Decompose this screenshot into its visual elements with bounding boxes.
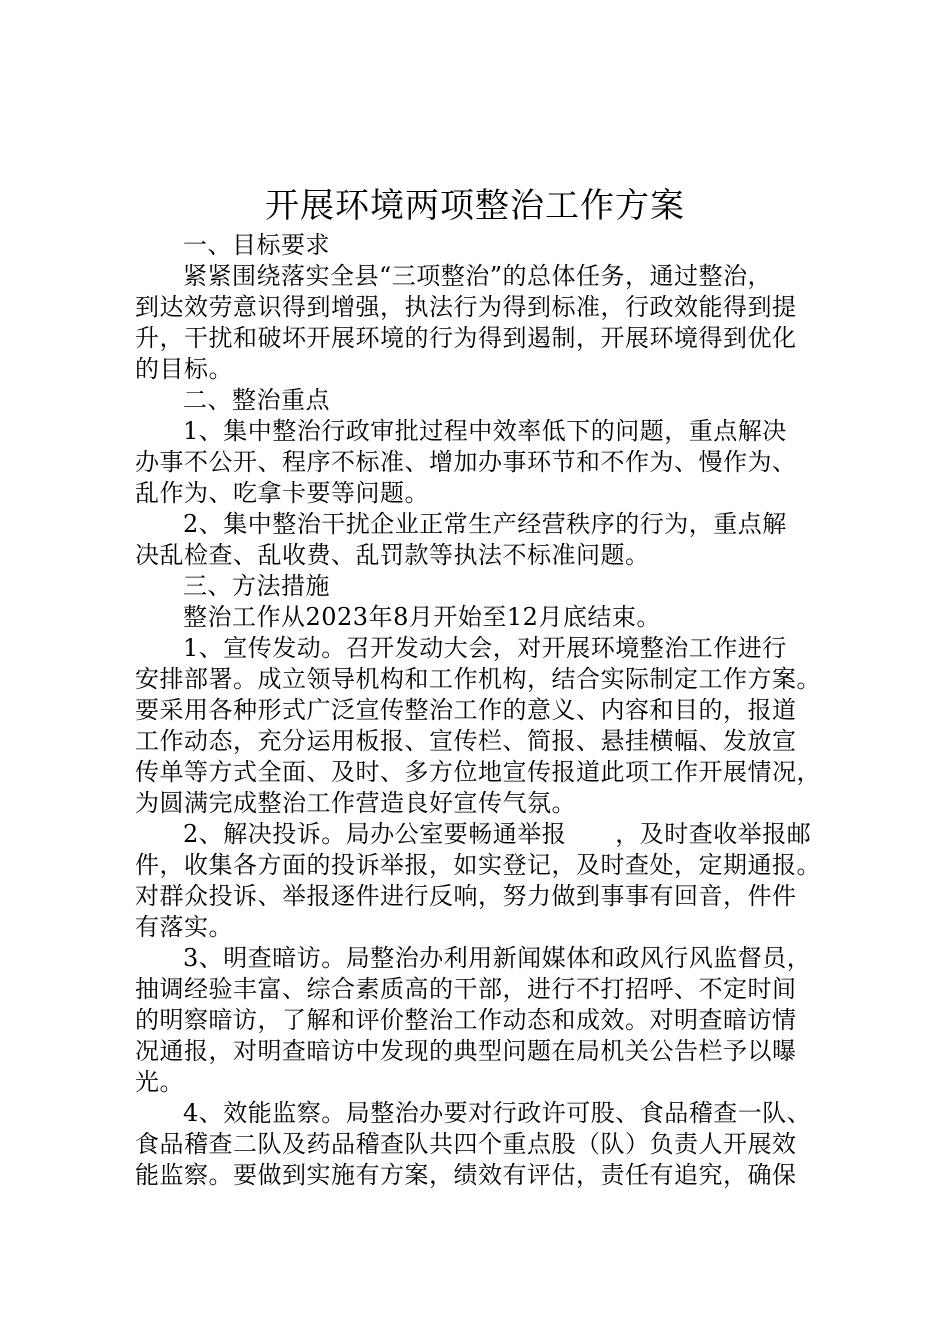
paragraph-line: 乱作为、吃拿卡要等问题。 [135,479,429,507]
paragraph-line: 升，干扰和破坏开展环境的行为得到遏制，开展环境得到优化 [135,324,797,352]
document-body [135,230,835,1191]
paragraph-line: 整治工作从2023年8月开始至12月底结束。 [183,603,661,631]
paragraph-line: 的明察暗访，了解和评价整治工作动态和成效。对明查暗访情 [135,1006,797,1034]
paragraph-line: 传单等方式全面、及时、多方位地宣传报道此项工作开展情况， [135,758,821,786]
section-heading: 一、目标要求 [183,231,330,259]
paragraph-line: 工作动态，充分运用板报、宣传栏、简报、悬挂横幅、发放宣 [135,727,797,755]
paragraph-line: 3、明查暗访。局整治办利用新闻媒体和政风行风监督员， [183,944,812,972]
paragraph-line: 2、集中整治干扰企业正常生产经营秩序的行为，重点解 [183,510,787,538]
paragraph-line: 光。 [135,1068,184,1096]
paragraph-line: 到达效劳意识得到增强，执法行为得到标准，行政效能得到提 [135,293,797,321]
paragraph-line: 决乱检查、乱收费、乱罚款等执法不标准问题。 [135,541,650,569]
paragraph-line: 2、解决投诉。局办公室要畅通举报 ，及时查收举报邮 [183,820,812,848]
paragraph-line: 紧紧围绕落实全县“三项整治”的总体任务，通过整治， [183,262,773,290]
paragraph-line: 1、宣传发动。召开发动大会，对开展环境整治工作进行 [183,634,787,662]
section-heading: 三、方法措施 [183,572,330,600]
paragraph-line: 件，收集各方面的投诉举报，如实登记，及时查处，定期通报。 [135,851,821,879]
paragraph-line: 1、集中整治行政审批过程中效率低下的问题，重点解决 [183,417,787,445]
paragraph-line: 有落实。 [135,913,233,941]
paragraph-line: 能监察。要做到实施有方案，绩效有评估，责任有追究，确保 [135,1161,797,1189]
section-heading: 二、整治重点 [183,386,330,414]
paragraph-line: 的目标。 [135,355,233,383]
paragraph-line: 要采用各种形式广泛宣传整治工作的意义、内容和目的，报道 [135,696,797,724]
paragraph-line: 食品稽查二队及药品稽查队共四个重点股（队）负责人开展效 [135,1130,797,1158]
paragraph-line: 办事不公开、程序不标准、增加办事环节和不作为、慢作为、 [135,448,797,476]
paragraph-line: 为圆满完成整治工作营造良好宣传气氛。 [135,789,576,817]
paragraph-line: 4、效能监察。局整治办要对行政许可股、食品稽查一队、 [183,1099,812,1127]
paragraph-line: 安排部署。成立领导机构和工作机构，结合实际制定工作方案。 [135,665,821,693]
paragraph-line: 况通报，对明查暗访中发现的典型问题在局机关公告栏予以曝 [135,1037,797,1065]
paragraph-line: 对群众投诉、举报逐件进行反响，努力做到事事有回音，件件 [135,882,797,910]
document-title: 开展环境两项整治工作方案 [265,186,685,226]
paragraph-line: 抽调经验丰富、综合素质高的干部，进行不打招呼、不定时间 [135,975,797,1003]
